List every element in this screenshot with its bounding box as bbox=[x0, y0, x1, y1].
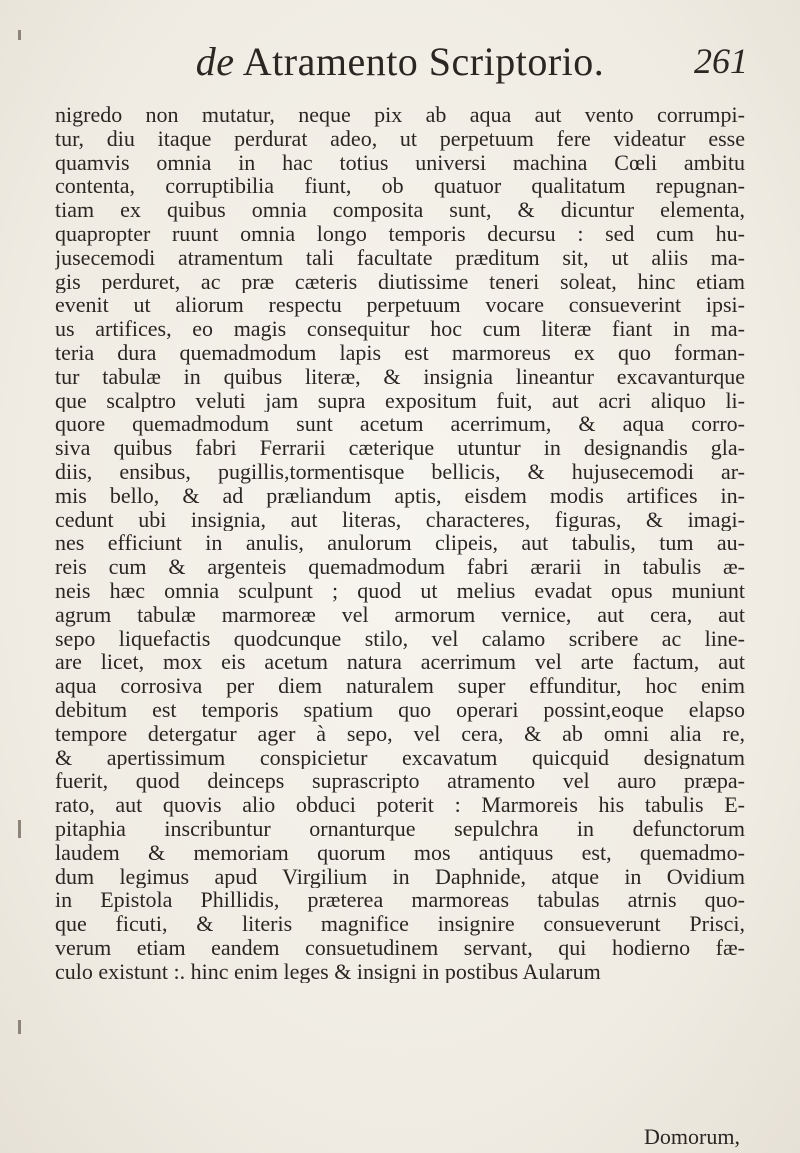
text-line: debitum est temporis spatium quo operari possint,eoque elapso bbox=[55, 697, 745, 722]
margin-mark bbox=[18, 820, 21, 838]
text-line: tur, diu itaque perdurat adeo, ut perpetuum fere videatur esse bbox=[55, 126, 745, 151]
catchword: Domorum, bbox=[644, 1124, 740, 1149]
text-line: cedunt ubi insignia, aut literas, characteres, figuras, & imagi- bbox=[55, 507, 745, 532]
text-line: evenit ut aliorum respectu perpetuum vocare consueverint ipsi- bbox=[55, 293, 745, 318]
text-line: agrum tabulæ marmoreæ vel armorum vernice, aut cera, aut bbox=[55, 602, 745, 627]
text-line: jusecemodi atramentum tali facultate præditum sit, ut aliis ma- bbox=[55, 245, 745, 270]
text-line: quapropter ruunt omnia longo temporis decursu : sed cum hu- bbox=[55, 221, 745, 246]
running-title bbox=[0, 38, 800, 85]
text-line: laudem & memoriam quorum mos antiquus est, quemadmo- bbox=[55, 840, 745, 865]
text-line: neis hæc omnia sculpunt ; quod ut melius evadat opus muniunt bbox=[55, 578, 745, 603]
text-line: mis bello, & ad præliandum aptis, eisdem modis artifices in- bbox=[55, 483, 745, 508]
text-line: nes efficiunt in anulis, anulorum clipeis, aut tabulis, tum au- bbox=[55, 531, 745, 556]
text-line: que ficuti, & literis magnifice insignire consueverunt Prisci, bbox=[55, 912, 745, 936]
text-line: quamvis omnia in hac totius universi machina Cœli ambitu bbox=[55, 150, 745, 175]
text-line: diis, ensibus, pugillis,tormentisque bellicis, & hujusecemodi ar- bbox=[55, 459, 745, 484]
text-line: dum legimus apud Virgilium in Daphnide, atque in Ovidium bbox=[55, 864, 745, 889]
text-line: rato, aut quovis alio obduci poterit : Marmoreis his tabulis E- bbox=[55, 793, 745, 817]
text-line: quore quemadmodum sunt acetum acerrimum, & aqua corro- bbox=[55, 412, 745, 437]
text-line: siva quibus fabri Ferrarii cæterique utuntur in designandis gla- bbox=[55, 436, 745, 460]
text-line: reis cum & argenteis quemadmodum fabri ærarii in tabulis æ- bbox=[55, 555, 745, 579]
text-line: aqua corrosiva per diem naturalem super effunditur, hoc enim bbox=[55, 674, 745, 698]
margin-mark bbox=[18, 1020, 21, 1034]
text-line: que scalptro veluti jam supra expositum fuit, aut acri aliquo li- bbox=[55, 388, 745, 413]
running-title-main: Atramento Scriptorio. bbox=[242, 39, 605, 84]
text-line: tur tabulæ in quibus literæ, & insignia lineantur excavanturque bbox=[55, 364, 745, 389]
text-line: gis perduret, ac præ cæteris diutissime teneri soleat, hinc etiam bbox=[55, 269, 745, 294]
body-text bbox=[55, 103, 745, 983]
text-line: tiam ex quibus omnia composita sunt, & dicuntur elementa, bbox=[55, 198, 745, 222]
text-line: are licet, mox eis acetum natura acerrimum vel arte factum, aut bbox=[55, 650, 745, 675]
text-line: tempore detergatur ager à sepo, vel cera, & ab omni alia re, bbox=[55, 721, 745, 746]
text-line: sepo liquefactis quodcunque stilo, vel calamo scribere ac line- bbox=[55, 626, 745, 651]
text-line: in Epistola Phillidis, præterea marmoreas tabulas atrnis quo- bbox=[55, 888, 745, 913]
text-line: nigredo non mutatur, neque pix ab aqua aut vento corrumpi- bbox=[55, 103, 745, 127]
running-title-prefix: de bbox=[195, 39, 235, 84]
page-number: 261 bbox=[694, 41, 748, 81]
text-line: us artifices, eo magis consequitur hoc cum literæ fiant in ma- bbox=[55, 317, 745, 341]
text-line: teria dura quemadmodum lapis est marmoreus ex quo forman- bbox=[55, 340, 745, 365]
text-line: culo existunt :. hinc enim leges & insigni in postibus Aularum bbox=[55, 959, 601, 984]
text-line: fuerit, quod deinceps suprascripto atramento vel auro præpa- bbox=[55, 769, 745, 794]
text-line: verum etiam eandem consuetudinem servant, qui hodierno fæ- bbox=[55, 935, 745, 960]
text-line: & apertissimum conspicietur excavatum quicquid designatum bbox=[55, 745, 745, 770]
page-header bbox=[0, 38, 800, 98]
text-line: contenta, corruptibilia fiunt, ob quatuor qualitatum repugnan- bbox=[55, 174, 745, 199]
text-line: pitaphia inscribuntur ornanturque sepulchra in defunctorum bbox=[55, 816, 745, 841]
